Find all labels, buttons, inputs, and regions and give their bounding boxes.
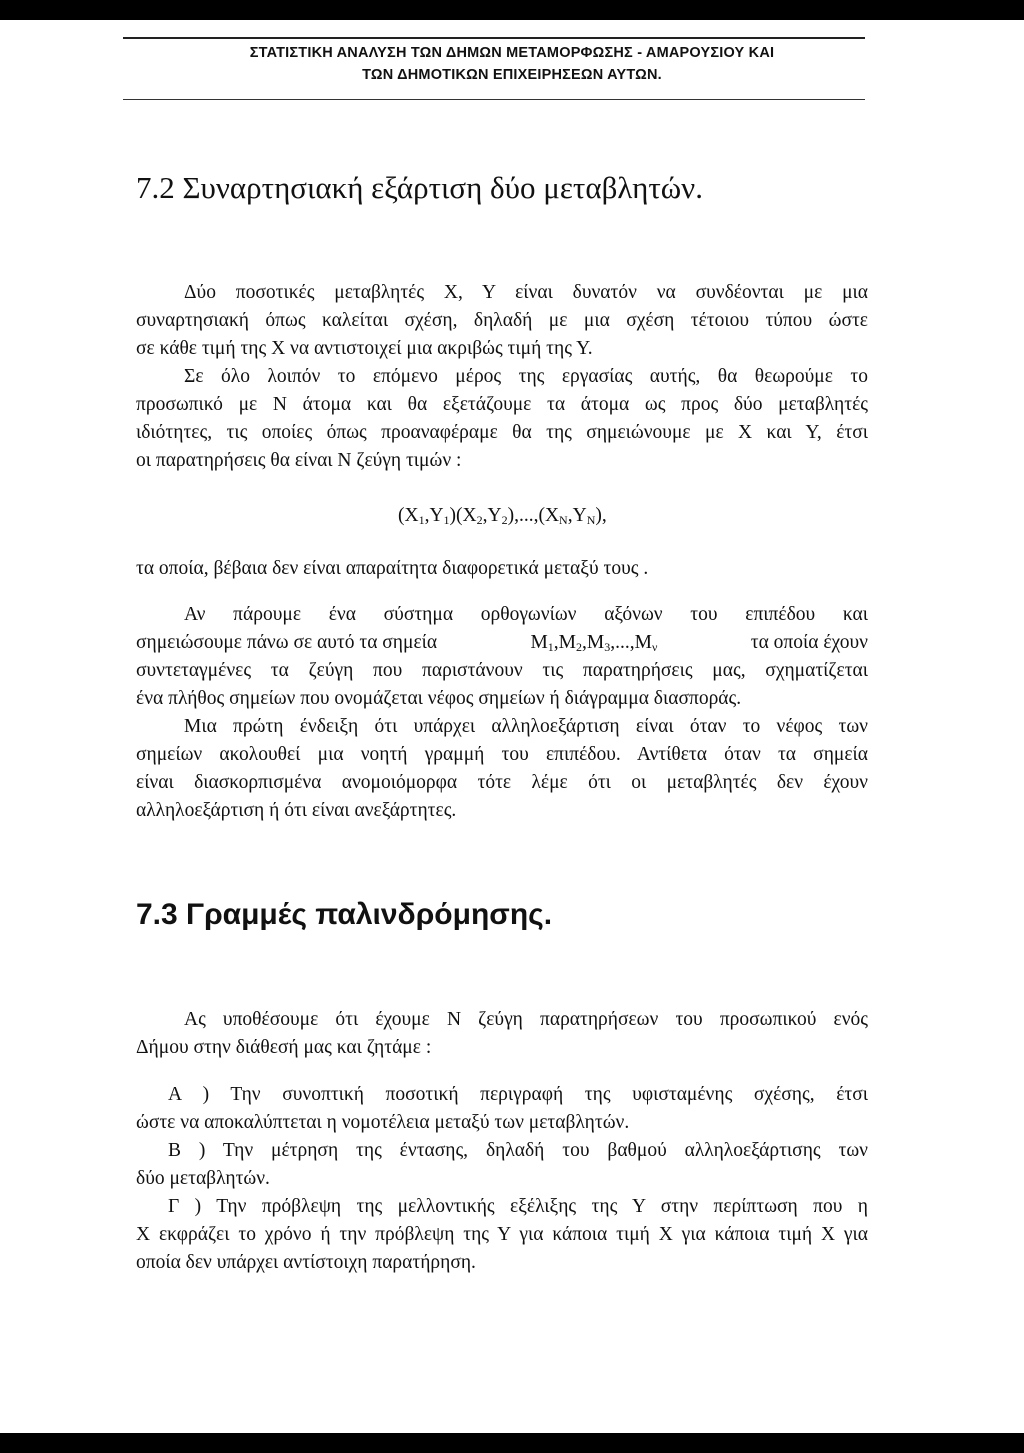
paragraph-line: οι παρατηρήσεις θα είναι Ν ζεύγη τιμών : (136, 450, 462, 471)
header-rule-top (123, 37, 865, 39)
scan-border-bottom (0, 1433, 1024, 1453)
paragraph-line: Σε όλο λοιπόν το επόμενο μέρος της εργασίας αυτής, θα θεωρούμε το (184, 366, 868, 387)
paragraph-line: Μια πρώτη ένδειξη ότι υπάρχει αλληλοεξάρτιση είναι όταν το νέφος των (184, 716, 868, 737)
paragraph-line: είναι διασκορπισμένα ανομοιόμορφα τότε λέμε ότι οι μεταβλητές δεν έχουν (136, 772, 868, 793)
paragraph-line: προσωπικό με Ν άτομα και θα εξετάζουμε τα άτομα ως προς δύο μεταβλητές (136, 394, 868, 415)
list-item-b: Β ) Την μέτρηση της έντασης, δηλαδή του βαθμού αλληλοεξάρτισης των (168, 1140, 868, 1161)
paragraph-line: Δύο ποσοτικές μεταβλητές Χ, Υ είναι δυνατόν να συνδέονται με μια (184, 282, 868, 303)
list-item-a: Α ) Την συνοπτική ποσοτική περιγραφή της υφισταμένης σχέσης, έτσι (168, 1084, 868, 1105)
paragraph-line-points: σημειώσουμε πάνω σε αυτό τα σημεία $M_1,M_2,M_3,...,M_\nu$ τα οποία έχουν (136, 632, 868, 654)
paragraph-line: τα οποία, βέβαια δεν είναι απαραίτητα διαφορετικά μεταξύ τους . (136, 558, 649, 579)
running-header-line-1: ΣΤΑΤΙΣΤΙΚΗ ΑΝΑΛΥΣΗ ΤΩΝ ΔΗΜΩΝ ΜΕΤΑΜΟΡΦΩΣΗΣ - ΑΜΑΡΟΥΣΙΟΥ ΚΑΙ (249, 45, 775, 61)
running-header-line-2: ΤΩΝ ΔΗΜΟΤΙΚΩΝ ΕΠΙΧΕΙΡΗΣΕΩΝ ΑΥΤΩΝ. (362, 67, 662, 83)
paragraph-line: ιδιότητες, τις οποίες όπως προαναφέραμε θα της σημειώνουμε με Χ και Υ, έτσι (136, 422, 868, 443)
paragraph-line: συντεταγμένες τα ζεύγη που παριστάνουν τις παρατηρήσεις μας, σχηματίζεται (136, 660, 868, 681)
list-item-c-cont: οποία δεν υπάρχει αντίστοιχη παρατήρηση. (136, 1252, 476, 1273)
list-item-c-cont: Χ εκφράζει το χρόνο ή την πρόβλεψη της Υ για κάποια τιμή Χ για κάποια τιμή Χ για (136, 1224, 868, 1245)
section-7-2-heading: 7.2 Συναρτησιακή εξάρτιση δύο μεταβλητών. (136, 170, 703, 205)
list-item-c: Γ ) Την πρόβλεψη της μελλοντικής εξέλιξης της Υ στην περίπτωση που η (168, 1196, 868, 1217)
header-rule-bottom (123, 99, 865, 100)
scan-border-top (0, 0, 1024, 20)
pairs-formula: $(X_1,Y_1)(X_2,Y_2),...,(X_N,Y_N)$, (398, 505, 607, 527)
paragraph-line: αλληλοεξάρτιση ή ότι είναι ανεξάρτητες. (136, 800, 457, 821)
paragraph-line: Ας υποθέσουμε ότι έχουμε Ν ζεύγη παρατηρήσεων του προσωπικού ενός (184, 1009, 868, 1030)
list-item-b-cont: δύο μεταβλητών. (136, 1168, 270, 1189)
paragraph-line: ένα πλήθος σημείων που ονομάζεται νέφος σημείων ή διάγραμμα διασποράς. (136, 688, 742, 709)
paragraph-line: συναρτησιακή όπως καλείται σχέση, δηλαδή με μια σχέση τέτοιου τύπου ώστε (136, 310, 868, 331)
paragraph-line: σημείων ακολουθεί μια νοητή γραμμή του επιπέδου. Αντίθετα όταν τα σημεία (136, 744, 868, 765)
list-item-a-cont: ώστε να αποκαλύπτεται η νομοτέλεια μεταξύ των μεταβλητών. (136, 1112, 630, 1133)
paragraph-line: Δήμου στην διάθεσή μας και ζητάμε : (136, 1037, 432, 1058)
paragraph-line: σε κάθε τιμή της Χ να αντιστοιχεί μια ακριβώς τιμή της Υ. (136, 338, 593, 359)
section-7-3-heading: 7.3 Γραμμές παλινδρόμησης. (136, 898, 553, 931)
paragraph-line: Αν πάρουμε ένα σύστημα ορθογωνίων αξόνων του επιπέδου και (184, 604, 868, 625)
